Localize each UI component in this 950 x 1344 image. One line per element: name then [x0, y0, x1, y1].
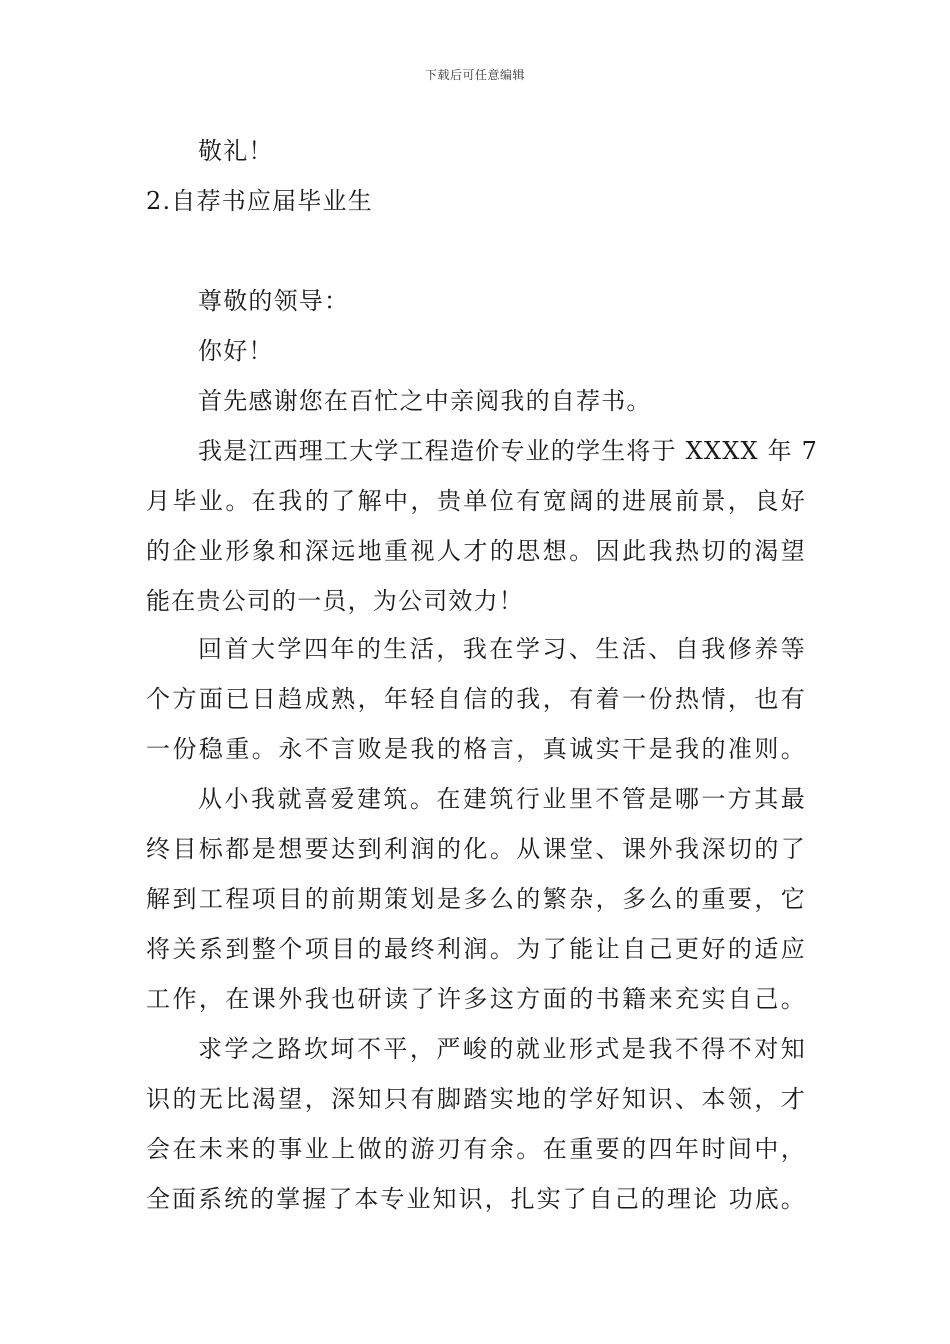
- paragraph-2-line-1: 我是江西理工大学工程造价专业的学生将于 XXXX 年 7: [198, 437, 819, 465]
- paragraph-2-line-3: 的企业形象和深远地重视人才的思想。因此我热切的渴望: [146, 537, 806, 565]
- paragraph-2-line-2: 月毕业。在我的了解中，贵单位有宽阔的进展前景，良好: [146, 487, 806, 515]
- paragraph-5-line-3: 会在未来的事业上做的游刃有余。在重要的四年时间中，: [146, 1135, 806, 1163]
- paragraph-4-line-3: 解到工程项目的前期策划是多么的繁杂，多么的重要，它: [146, 885, 806, 913]
- paragraph-1-line-1: 首先感谢您在百忙之中亲阅我的自荐书。: [198, 387, 652, 415]
- paragraph-4-line-4: 将关系到整个项目的最终利润。为了能让自己更好的适应: [146, 935, 806, 963]
- paragraph-2-line-4: 能在贵公司的一员，为公司效力！: [146, 587, 524, 615]
- paragraph-5-line-1: 求学之路坎坷不平，严峻的就业形式是我不得不对知: [198, 1035, 806, 1063]
- paragraph-4-line-5: 工作，在课外我也研读了许多这方面的书籍来充实自己。: [146, 985, 806, 1013]
- paragraph-5-line-4: 全面系统的掌握了本专业知识，扎实了自己的理论 功底。: [146, 1185, 806, 1213]
- greeting-line: 你好！: [198, 337, 274, 365]
- paragraph-3-line-3: 一份稳重。永不言败是我的格言，真诚实干是我的准则。: [146, 735, 806, 763]
- closing-line: 敬礼！: [198, 137, 274, 165]
- paragraph-3-line-2: 个方面已日趋成熟，年轻自信的我，有着一份热情，也有: [146, 685, 806, 713]
- salutation-line: 尊敬的领导：: [198, 287, 350, 315]
- paragraph-4-line-1: 从小我就喜爱建筑。在建筑行业里不管是哪一方其最: [198, 785, 806, 813]
- page-header: 下载后可任意编辑: [424, 68, 525, 82]
- paragraph-5-line-2: 识的无比渴望，深知只有脚踏实地的学好知识、本领，才: [146, 1085, 806, 1113]
- paragraph-3-line-1: 回首大学四年的生活，我在学习、生活、自我修养等: [198, 635, 806, 663]
- section-heading: 2.自荐书应届毕业生: [146, 187, 373, 215]
- paragraph-4-line-2: 终目标都是想要达到利润的化。从课堂、课外我深切的了: [146, 835, 806, 863]
